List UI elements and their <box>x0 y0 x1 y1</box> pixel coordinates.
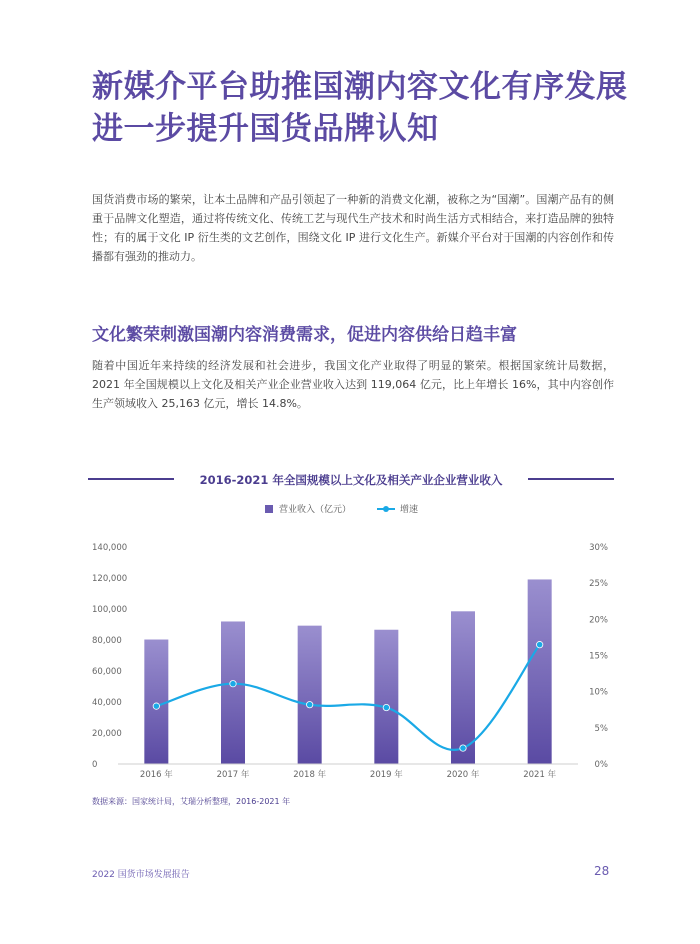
page-title-line-2: 进一步提升国货品牌认知 <box>92 111 439 147</box>
y-right-tick-label: 15% <box>589 651 608 662</box>
legend-bar-label: 营业收入（亿元） <box>279 505 352 515</box>
x-tick-label: 2019 年 <box>369 770 403 780</box>
revenue-bar <box>451 611 475 764</box>
y-right-tick-label: 25% <box>589 579 608 590</box>
intro-paragraph: 国货消费市场的繁荣，让本土品牌和产品引领起了一种新的消费文化潮，被称之为“国潮”。国潮产品有的侧重于品牌文化塑造，通过将传统文化、传统工艺与现代生产技术和时尚生活方式相结合，来打造品牌的独特性；有的属于文化 IP 衍生类的文艺创作，围绕文化 IP 进行文化生产。新媒介平台对于国潮的内容创作和传播都有强劲的推动力。 <box>92 193 614 263</box>
y-left-tick-label: 140,000 <box>92 543 128 553</box>
footer-report-name: 2022 国货市场发展报告 <box>92 870 190 880</box>
growth-series-line <box>156 645 539 750</box>
source-note: 数据来源：国家统计局，艾瑞分析整理，2016-2021 年 <box>92 797 291 806</box>
x-tick-label: 2021 年 <box>523 770 557 780</box>
y-left-tick-label: 120,000 <box>92 574 128 584</box>
y-right-tick-label: 10% <box>589 687 608 698</box>
x-tick-label: 2018 年 <box>293 770 327 780</box>
growth-point <box>383 704 389 710</box>
growth-point <box>536 641 542 647</box>
x-tick-label: 2017 年 <box>216 770 250 780</box>
chart-title: 2016-2021 年全国规模以上文化及相关产业企业营业收入 <box>199 473 503 487</box>
legend-line-label: 增速 <box>400 505 419 515</box>
growth-point <box>306 701 312 707</box>
y-right-tick-label: 30% <box>589 543 608 553</box>
footer-page-number: 28 <box>594 864 610 878</box>
y-left-tick-label: 60,000 <box>92 667 122 677</box>
revenue-bar <box>221 621 245 764</box>
growth-point <box>153 703 159 709</box>
x-tick-label: 2016 年 <box>139 770 173 780</box>
page-title-line-1: 新媒介平台助推国潮内容文化有序发展 <box>92 69 628 105</box>
y-right-tick-label: 5% <box>594 723 608 734</box>
y-right-tick-label: 20% <box>589 615 608 626</box>
growth-point <box>460 745 466 751</box>
y-left-tick-label: 0 <box>92 760 98 770</box>
y-left-tick-label: 100,000 <box>92 605 128 615</box>
y-left-tick-label: 20,000 <box>92 729 122 739</box>
x-tick-label: 2020 年 <box>446 770 480 780</box>
y-right-tick-label: 0% <box>594 760 608 770</box>
y-left-tick-label: 80,000 <box>92 636 122 646</box>
y-left-tick-label: 40,000 <box>92 698 122 708</box>
revenue-bar <box>298 626 322 764</box>
revenue-bar <box>144 640 168 764</box>
growth-point <box>230 681 236 687</box>
body-paragraph: 随着中国近年来持续的经济发展和社会进步，我国文化产业取得了明显的繁荣。根据国家统计局数据，2021 年全国规模以上文化及相关产业企业营业收入达到 119,064 亿元，比上年增长 16%，其中内容创作生产领域收入 25,163 亿元，增长 14.8%。 <box>92 359 614 410</box>
revenue-bar <box>374 630 398 764</box>
section-subtitle: 文化繁荣刺激国潮内容消费需求，促进内容供给日趋丰富 <box>92 325 517 345</box>
revenue-bar <box>528 579 552 764</box>
